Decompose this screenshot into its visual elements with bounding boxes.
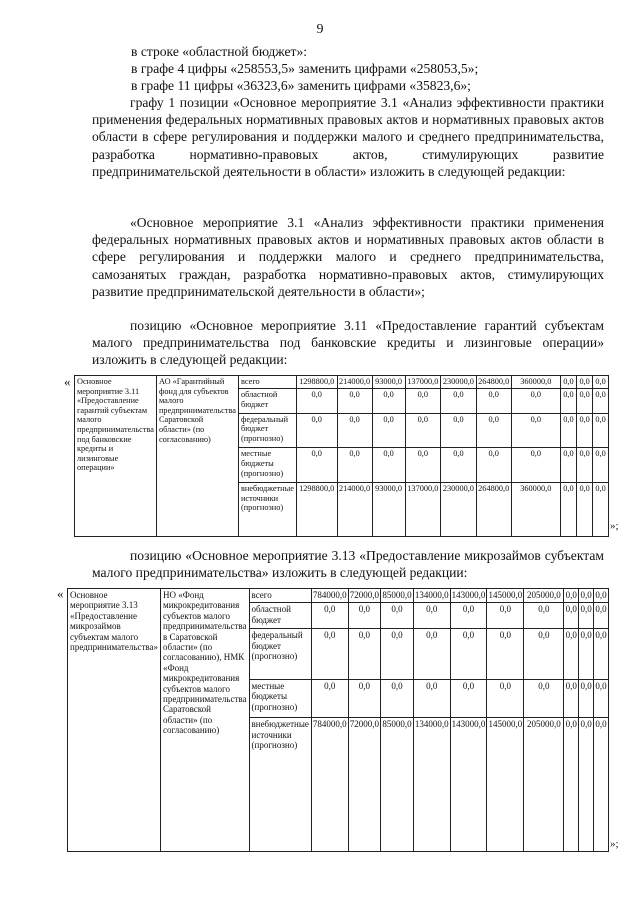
value-cell: 0,0: [560, 448, 576, 483]
source-label: федеральный бюджет (прогнозно): [238, 413, 296, 448]
value-cell: 1298800,0: [296, 482, 337, 536]
source-label: федеральный бюджет (прогнозно): [249, 629, 311, 680]
value-cell: 0,0: [337, 413, 372, 448]
value-cell: 0,0: [594, 718, 609, 852]
value-cell: 0,0: [577, 389, 593, 413]
value-cell: 0,0: [405, 413, 441, 448]
value-cell: 143000,0: [450, 718, 487, 852]
value-cell: 134000,0: [413, 718, 450, 852]
value-cell: 134000,0: [413, 589, 450, 603]
table-event-3-13: [67, 588, 609, 852]
line-regional-budget: в строке «областной бюджет»:: [131, 44, 308, 59]
value-cell: 230000,0: [441, 482, 477, 536]
value-cell: 85000,0: [381, 718, 414, 852]
value-cell: 0,0: [577, 376, 593, 389]
value-cell: 205000,0: [524, 589, 564, 603]
value-cell: 93000,0: [372, 482, 405, 536]
value-cell: 0,0: [511, 448, 560, 483]
executor-cell: АО «Гарантийный фонд для субъектов малого предпринимательства Саратовской области» (по согласованию): [156, 376, 238, 537]
page-number: 9: [316, 22, 324, 37]
line-column-4: в графе 4 цифры «258553,5» заменить цифрами «258053,5»;: [131, 61, 479, 76]
value-cell: 143000,0: [450, 589, 487, 603]
value-cell: 0,0: [560, 413, 576, 448]
value-cell: 0,0: [564, 589, 579, 603]
value-cell: 0,0: [381, 680, 414, 718]
value-cell: 0,0: [348, 680, 381, 718]
value-cell: 85000,0: [381, 589, 414, 603]
value-cell: 137000,0: [405, 482, 441, 536]
close-quote-table-2: »;: [610, 838, 619, 850]
executor-cell: НО «Фонд микрокредитования субъектов малого предпринимательства в Саратовской области» (по согласованию), НМК «Фонд микрокредитования субъектов малого предпринимательства Саратовской области» (по согласованию): [161, 589, 250, 852]
value-cell: 0,0: [381, 603, 414, 629]
value-cell: 0,0: [564, 680, 579, 718]
value-cell: 0,0: [450, 680, 487, 718]
value-cell: 0,0: [511, 389, 560, 413]
value-cell: 0,0: [511, 413, 560, 448]
paragraph-new-text-event-3-1: «Основное мероприятие 3.1 «Анализ эффективности практики применения федеральных нормативных правовых актов и нормативных правовых актов области в сфере регулирования и поддержки малого и среднего предпринимательства, самозанятых граждан, разработка нормативно-правовых актов, стимулирующих развитие предпринимательской деятельности в области»;: [92, 215, 604, 299]
value-cell: 0,0: [579, 629, 594, 680]
value-cell: 0,0: [579, 718, 594, 852]
paragraph-column-1-event-3-1: графу 1 позиции «Основное мероприятие 3.1 «Анализ эффективности практики применения федеральных нормативных правовых актов и нормативных правовых актов области в сфере регулирования и поддержки малого и среднего предпринимательства, разработка нормативно-правовых актов, стимулирующих развитие предпринимательской деятельности в области» изложить в следующей редакции:: [92, 95, 604, 179]
value-cell: 72000,0: [348, 718, 381, 852]
value-cell: 0,0: [524, 603, 564, 629]
value-cell: 145000,0: [487, 718, 524, 852]
source-label: местные бюджеты (прогнозно): [249, 680, 311, 718]
value-cell: 0,0: [577, 413, 593, 448]
value-cell: 137000,0: [405, 376, 441, 389]
value-cell: 0,0: [441, 413, 477, 448]
source-label: местные бюджеты (прогнозно): [238, 448, 296, 483]
value-cell: 0,0: [413, 603, 450, 629]
value-cell: 0,0: [594, 680, 609, 718]
value-cell: 0,0: [441, 389, 477, 413]
value-cell: 0,0: [564, 603, 579, 629]
value-cell: 72000,0: [348, 589, 381, 603]
value-cell: 784000,0: [311, 589, 348, 603]
value-cell: 0,0: [296, 448, 337, 483]
value-cell: 0,0: [560, 389, 576, 413]
value-cell: 0,0: [450, 629, 487, 680]
table-row: [75, 376, 609, 389]
value-cell: 0,0: [311, 629, 348, 680]
value-cell: 0,0: [381, 629, 414, 680]
value-cell: 205000,0: [524, 718, 564, 852]
value-cell: 0,0: [372, 448, 405, 483]
value-cell: 0,0: [311, 603, 348, 629]
value-cell: 0,0: [372, 413, 405, 448]
value-cell: 0,0: [524, 629, 564, 680]
value-cell: 0,0: [593, 389, 609, 413]
source-label: областной бюджет: [238, 389, 296, 413]
value-cell: 0,0: [524, 680, 564, 718]
value-cell: 264800,0: [476, 482, 511, 536]
table-row: [68, 589, 609, 603]
value-cell: 0,0: [413, 629, 450, 680]
value-cell: 0,0: [476, 413, 511, 448]
value-cell: 0,0: [296, 413, 337, 448]
value-cell: 0,0: [579, 680, 594, 718]
source-label: всего: [238, 376, 296, 389]
value-cell: 0,0: [593, 448, 609, 483]
value-cell: 0,0: [296, 389, 337, 413]
value-cell: 0,0: [577, 482, 593, 536]
value-cell: 93000,0: [372, 376, 405, 389]
source-label: внебюджетные источники (прогнозно): [249, 718, 311, 852]
value-cell: 360000,0: [511, 376, 560, 389]
value-cell: 264800,0: [476, 376, 511, 389]
value-cell: 214000,0: [337, 376, 372, 389]
value-cell: 0,0: [337, 389, 372, 413]
value-cell: 0,0: [487, 629, 524, 680]
value-cell: 0,0: [487, 603, 524, 629]
value-cell: 0,0: [441, 448, 477, 483]
value-cell: 0,0: [594, 603, 609, 629]
value-cell: 230000,0: [441, 376, 477, 389]
open-quote-table-1: «: [64, 374, 71, 389]
open-quote-table-2: «: [57, 586, 64, 601]
source-label: всего: [249, 589, 311, 603]
source-label: внебюджетные источники (прогнозно): [238, 482, 296, 536]
value-cell: 0,0: [405, 389, 441, 413]
value-cell: 0,0: [564, 718, 579, 852]
event-cell: Основное мероприятие 3.13 «Предоставление микрозаймов субъектам малого предпринимательства»: [68, 589, 161, 852]
value-cell: 0,0: [476, 448, 511, 483]
value-cell: 1298800,0: [296, 376, 337, 389]
value-cell: 0,0: [487, 680, 524, 718]
table-event-3-11: [74, 375, 609, 537]
value-cell: 0,0: [577, 448, 593, 483]
value-cell: 145000,0: [487, 589, 524, 603]
source-label: областной бюджет: [249, 603, 311, 629]
line-column-11: в графе 11 цифры «36323,6» заменить цифрами «35823,6»;: [131, 78, 471, 93]
value-cell: 0,0: [594, 589, 609, 603]
value-cell: 0,0: [348, 603, 381, 629]
value-cell: 0,0: [337, 448, 372, 483]
value-cell: 0,0: [560, 376, 576, 389]
value-cell: 784000,0: [311, 718, 348, 852]
value-cell: 0,0: [593, 376, 609, 389]
event-cell: Основное мероприятие 3.11 «Предоставление гарантий субъектам малого предпринимательства под банковские кредиты и лизинговые операции»: [75, 376, 157, 537]
paragraph-event-3-11: позицию «Основное мероприятие 3.11 «Предоставление гарантий субъектам малого предпринимательства под банковские кредиты и лизинговые операции» изложить в следующей редакции:: [92, 318, 604, 368]
value-cell: 0,0: [579, 589, 594, 603]
value-cell: 0,0: [579, 603, 594, 629]
value-cell: 0,0: [348, 629, 381, 680]
value-cell: 214000,0: [337, 482, 372, 536]
value-cell: 0,0: [560, 482, 576, 536]
value-cell: 0,0: [476, 389, 511, 413]
value-cell: 0,0: [311, 680, 348, 718]
value-cell: 0,0: [593, 482, 609, 536]
value-cell: 0,0: [564, 629, 579, 680]
value-cell: 0,0: [413, 680, 450, 718]
value-cell: 0,0: [405, 448, 441, 483]
paragraph-event-3-13: позицию «Основное мероприятие 3.13 «Предоставление микрозаймов субъектам малого предпринимательства» изложить в следующей редакции:: [92, 548, 604, 581]
value-cell: 0,0: [593, 413, 609, 448]
value-cell: 0,0: [594, 629, 609, 680]
value-cell: 0,0: [450, 603, 487, 629]
close-quote-table-1: »;: [610, 520, 619, 532]
value-cell: 0,0: [372, 389, 405, 413]
value-cell: 360000,0: [511, 482, 560, 536]
